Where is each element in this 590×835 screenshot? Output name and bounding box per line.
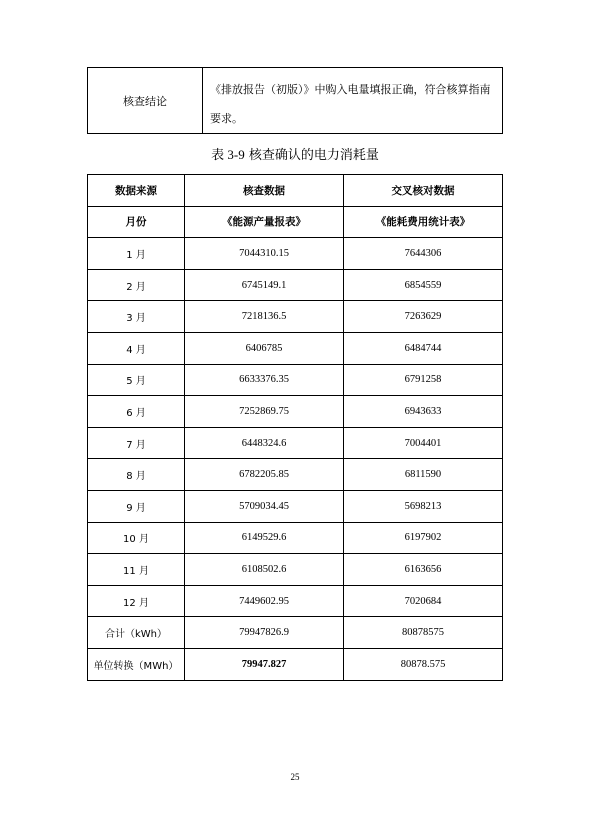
month-cell: 1 月	[88, 238, 185, 270]
month-cell: 3 月	[88, 301, 185, 333]
cross-cell: 6811590	[344, 459, 503, 491]
cross-cell: 7644306	[344, 238, 503, 270]
month-cell: 4 月	[88, 332, 185, 364]
converted-row	[88, 648, 503, 680]
conclusion-table	[87, 67, 503, 134]
header-row	[88, 175, 503, 207]
verified-cell: 6633376.35	[185, 364, 344, 396]
table-row	[88, 301, 503, 333]
electricity-table	[87, 174, 503, 681]
table-row	[88, 554, 503, 586]
month-cell: 5 月	[88, 364, 185, 396]
month-cell: 12 月	[88, 585, 185, 617]
cross-cell: 6197902	[344, 522, 503, 554]
conclusion-text: 《排放报告（初版）》中购入电量填报正确，符合核算指南要求。	[203, 68, 503, 134]
total-cross: 80878575	[344, 617, 503, 649]
page-number: 25	[290, 772, 300, 782]
month-cell: 6 月	[88, 396, 185, 428]
month-cell: 8 月	[88, 459, 185, 491]
table-caption-title: 核查确认的电力消耗量	[248, 148, 379, 163]
cross-cell: 6854559	[344, 269, 503, 301]
cross-cell: 6484744	[344, 332, 503, 364]
cross-cell: 6163656	[344, 554, 503, 586]
table-row	[88, 332, 503, 364]
cross-cell: 7020684	[344, 585, 503, 617]
verified-cell: 7252869.75	[185, 396, 344, 428]
verified-cell: 7218136.5	[185, 301, 344, 333]
cross-cell: 7263629	[344, 301, 503, 333]
total-row	[88, 617, 503, 649]
header-cell: 月份	[88, 206, 185, 238]
total-label: 合计（kWh）	[88, 617, 185, 649]
table-row	[88, 238, 503, 270]
verified-cell: 6406785	[185, 332, 344, 364]
verified-cell: 6149529.6	[185, 522, 344, 554]
verified-cell: 6448324.6	[185, 427, 344, 459]
month-cell: 10 月	[88, 522, 185, 554]
cross-cell: 5698213	[344, 490, 503, 522]
month-cell: 2 月	[88, 269, 185, 301]
table-row	[88, 269, 503, 301]
total-verified: 79947826.9	[185, 617, 344, 649]
verified-cell: 6108502.6	[185, 554, 344, 586]
table-row	[88, 459, 503, 491]
header-cell: 《能耗费用统计表》	[344, 206, 503, 238]
verified-cell: 5709034.45	[185, 490, 344, 522]
conclusion-label: 核查结论	[88, 68, 203, 134]
converted-label: 单位转换（MWh）	[88, 648, 185, 680]
header-cell: 《能源产量报表》	[185, 206, 344, 238]
header-cell: 核查数据	[185, 175, 344, 207]
header-cell: 交叉核对数据	[344, 175, 503, 207]
month-cell: 7 月	[88, 427, 185, 459]
converted-cross: 80878.575	[344, 648, 503, 680]
table-row	[88, 585, 503, 617]
cross-cell: 6791258	[344, 364, 503, 396]
table-row	[88, 396, 503, 428]
verified-cell: 6782205.85	[185, 459, 344, 491]
table-row	[88, 490, 503, 522]
cross-cell: 7004401	[344, 427, 503, 459]
table-caption-number: 表 3-9	[211, 147, 245, 162]
cross-cell: 6943633	[344, 396, 503, 428]
verified-cell: 7449602.95	[185, 585, 344, 617]
subheader-row	[88, 206, 503, 238]
verified-cell: 7044310.15	[185, 238, 344, 270]
month-cell: 11 月	[88, 554, 185, 586]
converted-verified: 79947.827	[185, 648, 344, 680]
table-row	[88, 427, 503, 459]
table-row	[88, 364, 503, 396]
header-cell: 数据来源	[88, 175, 185, 207]
verified-cell: 6745149.1	[185, 269, 344, 301]
table-row	[88, 522, 503, 554]
table-caption	[0, 144, 590, 163]
month-cell: 9 月	[88, 490, 185, 522]
